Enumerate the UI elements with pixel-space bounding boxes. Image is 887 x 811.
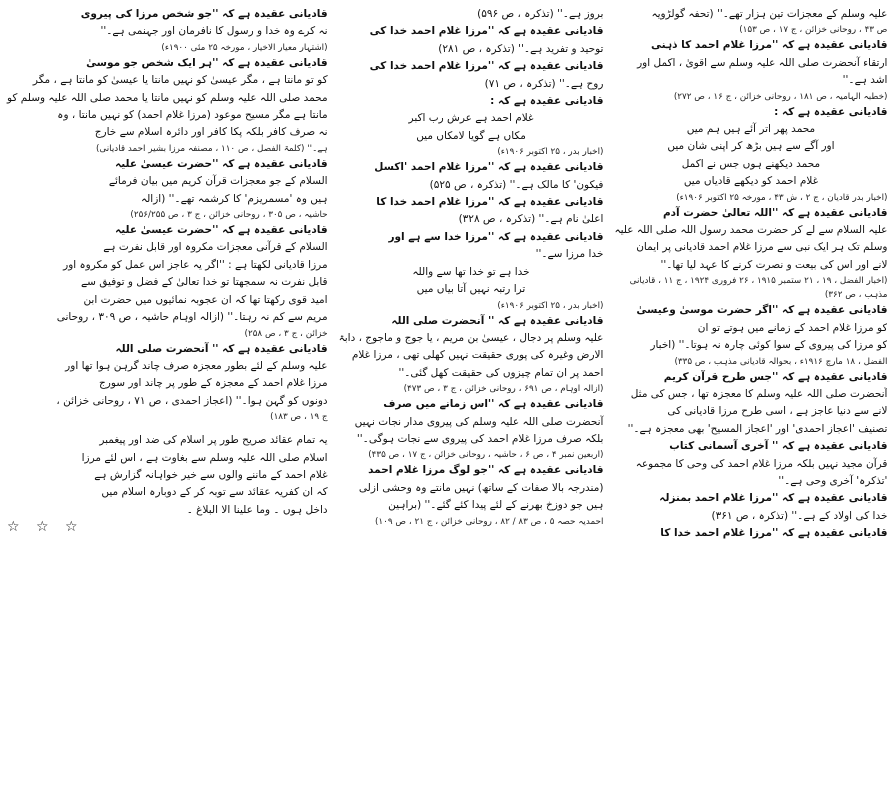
- text-line: قرآن مجید نہیں بلکہ مرزا غلام احمد کی وحی کا مجموعہ: [635, 457, 887, 470]
- text-line: قادیانی عقیدہ ہے کہ ''مرزا غلام احمد خدا کا: [660, 527, 887, 540]
- text-line: علیہ وسلم کے لئے بطور معجزہ صرف چاند گرہن ہوا تھا اور: [65, 359, 328, 372]
- text-line: کو مرزا غلام احمد کے زمانے میں ہوتے تو ان: [697, 321, 887, 334]
- text-line: بروز ہے۔'' (تذکرہ ، ص ۵۹۶): [477, 8, 604, 20]
- text-line: کو مرزا کی پیروی کے سوا کوئی چارہ نہ ہوتا۔'' (اخبار: [650, 339, 887, 352]
- verse-line: خدا ہے تو خدا تھا سے واللہ: [412, 265, 530, 278]
- reference-line: (اربعین نمبر ۴ ، ص ۶ ، حاشیہ ، روحانی خزائن ، ج ۱۷ ، ص ۴۳۵): [368, 450, 604, 461]
- text-line: نہ کرے وہ خدا و رسول کا نافرمان اور جہنمی ہے۔'': [100, 25, 328, 38]
- verse-line: مکاں ہے گویا لامکاں میں: [416, 129, 526, 142]
- text-line: یہ تمام عقائد صریح طور پر اسلام کی ضد اور پیغمبر: [99, 434, 328, 447]
- text-line: خدا کی اولاد کے ہے۔'' (تذکرہ ، ص ۳۶۱): [711, 509, 887, 522]
- reference-line: (اشتہار معیار الاخیار ، مورخہ ۲۵ مئی ۱۹۰۰ء): [161, 42, 328, 53]
- verse-line: محمد پھر اتر آئے ہیں ہم میں: [686, 123, 816, 136]
- text-line: قادیانی عقیدہ ہے کہ '' آخری آسمانی کتاب: [669, 440, 887, 453]
- reference-line: ہے۔'' (کلمۃ الفصل ، ص ۱۱۰ ، مصنفہ مرزا بشیر احمد قادیانی): [95, 143, 328, 154]
- text-line: روح ہے۔'' (تذکرہ ، ص ۷۱): [484, 77, 604, 90]
- column-left: [6, 6, 328, 805]
- text-line: 'تذکرہ' آخری وحی ہے۔'': [778, 474, 887, 487]
- text-line: قابل نفرت نہ سمجھتا تو خدا تعالیٰ کے فضل و توفیق سے: [80, 276, 328, 289]
- text-line: قادیانی عقیدہ ہے کہ ''جس طرح قرآن کریم: [663, 370, 887, 383]
- reference-line: (ازالہ اوہام ، ص ۶۹۱ ، روحانی خزائن ، ج ۳ ، ص ۴۷۳): [403, 384, 604, 395]
- text-line: قادیانی عقیدہ ہے کہ ''مرزا غلام احمد خدا کا: [376, 196, 604, 209]
- reference-line: ج ۱۹ ، ص ۱۸۳): [270, 412, 328, 423]
- text-line: کہ ان کفریہ عقائد سے توبہ کر کے دوبارہ اسلام میں: [101, 486, 328, 499]
- text-line: قادیانی عقیدہ ہے کہ ''مرزا غلام احمد کا ذہنی: [651, 39, 887, 52]
- text-line: قادیانی عقیدہ ہے کہ '' آنحضرت صلی اللہ: [115, 342, 328, 355]
- verse-line: محمد دیکھنے ہوں جس نے اکمل: [681, 157, 821, 170]
- text-line: ہیں وہ 'مسمریزم' کا کرشمہ تھے۔'' (ازالہ: [140, 192, 328, 205]
- text-line: قادیانی عقیدہ ہے کہ ''اگر حضرت موسیٰ وعیسیٰ: [636, 304, 887, 317]
- verse-line: غلام احمد ہے عرش رب اکبر: [408, 112, 534, 125]
- end-mark: ☆ ☆ ☆: [7, 519, 84, 536]
- text-line: قادیانی عقیدہ ہے کہ :: [490, 95, 604, 108]
- text-line: قادیانی عقیدہ ہے کہ ''مرزا غلام احمد خدا کی: [369, 25, 604, 38]
- reference-line: (خطبہ الہامیہ ، ص ۱۸۱ ، روحانی خزائن ، ج ۱۶ ، ص ۲۷۲): [673, 91, 887, 102]
- text-line: آنحضرت صلی اللہ علیہ وسلم کی پیروی مدار نجات نہیں: [354, 415, 604, 428]
- verse-line: اور آگے سے ہیں بڑھ کر اپنی شان میں: [667, 140, 835, 153]
- text-line: قادیانی عقیدہ ہے کہ ''مرزا خدا سے ہے اور: [388, 230, 604, 243]
- verse-line: غلام احمد کو دیکھے قادیاں میں: [683, 175, 819, 188]
- text-line: قادیانی عقیدہ ہے کہ ''حضرت عیسیٰ علیہ: [115, 157, 328, 170]
- text-line: اعلیٰ نام ہے۔'' (تذکرہ ، ص ۳۲۸): [458, 213, 604, 226]
- text-line: قادیانی عقیدہ ہے کہ ''مرزا غلام احمد 'اکسل: [374, 161, 604, 174]
- text-line: علیہ وسلم پر دجال ، عیسیٰ بن مریم ، یا جوج و ماجوج ، دابۃ: [338, 331, 604, 344]
- text-line: امید قوی رکھتا تھا کہ ان عجوبہ نمائیوں میں حضرت ابن: [83, 293, 328, 306]
- text-line: ہیں جو دوزخ بھرنے کے لئے پیدا کئے گئے۔'' (براہین: [388, 499, 604, 512]
- column-middle: [338, 6, 604, 805]
- text-line: بلکہ صرف مرزا غلام احمد کی پیروی سے نجات ہوگی۔'': [356, 432, 604, 445]
- text-line: قادیانی عقیدہ ہے کہ ''ہر ایک شخص جو موسیٰ: [86, 56, 328, 69]
- text-line: قادیانی عقیدہ ہے کہ '' آنحضرت صلی اللہ: [391, 314, 604, 327]
- text-line: قادیانی عقیدہ ہے کہ ''مرزا غلام احمد خدا کی: [369, 60, 604, 73]
- reference-line: الفضل ، ۱۸ مارچ ۱۹۱۶ء ، بحوالہ قادیانی مذہب ، ص ۳۳۵): [674, 356, 887, 367]
- text-line: غلام احمد کے ماننے والوں سے خیر خواہانہ گزارش ہے: [94, 468, 328, 481]
- reference-line: (اخبار الفضل ، ۱۹ ، ۲۱ ستمبر ۱۹۱۵ ، ۲۶ فروری ۱۹۲۴ ، ج ۱۱ ، قادیانی: [629, 276, 887, 287]
- text-line: (مندرجہ بالا صفات کے ساتھ) نہیں مانتے وہ وحشی ازلی: [358, 481, 604, 494]
- text-line: قادیانی عقیدہ ہے کہ ''حضرت عیسیٰ علیہ: [115, 224, 328, 237]
- verse-line: ترا رتبہ نہیں آتا بیاں میں: [416, 283, 526, 296]
- text-line: الارض وغیرہ کی پوری حقیقت نہیں کھلی تھی ، مرزا غلام: [351, 349, 604, 362]
- text-line: اشد ہے۔'': [842, 74, 887, 87]
- text-line: مرزا قادیانی لکھتا ہے : ''اگر یہ عاجز اس عمل کو مکروہ اور: [63, 258, 328, 271]
- text-line: السلام کے قرآنی معجزات مکروہ اور قابل نفرت ہے: [103, 241, 328, 254]
- text-line: قادیانی عقیدہ ہے کہ ''اللہ تعالیٰ حضرت آدم: [662, 206, 887, 219]
- reference-line: احمدیہ حصہ ۵ ، ص ۸۳ / ۸۲ ، روحانی خزائن ، ج ۲۱ ، ص ۱۰۹): [374, 516, 604, 527]
- text-line: علیہ وسلم کے معجزات تین ہزار تھے۔'' (تحفہ گولڑویہ: [651, 8, 887, 20]
- text-line: لانے سے دنیا عاجز ہے ، اسی طرح مرزا قادیانی کی: [667, 405, 887, 418]
- text-line: قادیانی عقیدہ ہے کہ ''جو شخص مرزا کی پیروی: [80, 8, 328, 20]
- text-line: قادیانی عقیدہ ہے کہ ''مرزا غلام احمد بمنزلہ: [659, 492, 887, 505]
- text-line: [7, 424, 328, 432]
- text-line: فیکون' کا مالک ہے۔'' (تذکرہ ، ص ۵۲۵): [429, 178, 604, 191]
- reference-line: (اخبار بدر ، ۲۵ اکتوبر ۱۹۰۶ء): [497, 300, 604, 311]
- text-line: کو تو مانتا ہے ، مگر عیسیٰ کو نہیں مانتا یا عیسیٰ کو مانتا ہے ، مگر: [32, 74, 328, 87]
- reference-line: ص ۴۳ ، روحانی خزائن ، ج ۱۷ ، ص ۱۵۳): [739, 25, 887, 36]
- text-line: ارتقاء آنحضرت صلی اللہ علیہ وسلم سے اقویٰ ، اکمل اور: [637, 56, 887, 69]
- text-line: السلام کے جو معجزات قرآن کریم میں بیان فرمائے: [108, 175, 328, 188]
- text-line: دونوں کو گہن ہوا۔'' (اعجاز احمدی ، ص ۷۱ ، روحانی خزائن ،: [56, 394, 328, 407]
- text-line: قادیانی عقیدہ ہے کہ :: [774, 105, 887, 118]
- reference-line: مذہب ، ص ۳۶۲): [824, 290, 887, 301]
- reference-line: (اخبار بدر ، ۲۵ اکتوبر ۱۹۰۶ء): [497, 147, 604, 158]
- text-line: آنحضرت صلی اللہ علیہ وسلم کا معجزہ تھا ، جس کی مثل: [630, 387, 887, 400]
- reference-line: خزائن ، ج ۳ ، ص ۲۵۸): [244, 328, 328, 339]
- text-line: مریم سے کم نہ رہتا۔'' (ازالہ اوہام حاشیہ ، ص ۳۰۹ ، روحانی: [56, 311, 328, 324]
- text-line: محمد صلی اللہ علیہ وسلم کو نہیں مانتا یا محمد صلی اللہ علیہ وسلم کو: [7, 91, 328, 104]
- reference-line: (اخبار بدر قادیان ، ج ۲ ، ش ۴۳ ، مورخہ ۲۵ اکتوبر ۱۹۰۶ء): [676, 192, 887, 203]
- text-line: قادیانی عقیدہ ہے کہ ''جو لوگ مرزا غلام احمد: [368, 464, 604, 477]
- document-page: [6, 6, 887, 805]
- text-line: تصنیف 'اعجاز احمدی' اور 'اعجاز المسیح' بھی معجزہ ہے۔'': [627, 422, 887, 435]
- text-line: احمد پر ان تمام چیزوں کی حقیقت کھل گئی۔'': [398, 366, 604, 379]
- text-line: خدا مرزا سے۔'': [535, 248, 604, 261]
- column-right: [613, 6, 887, 805]
- text-line: اسلام صلی اللہ علیہ وسلم سے بغاوت ہے ، اس لئے مرزا: [81, 451, 328, 464]
- text-line: مانتا ہے مگر مسیح موعود (مرزا غلام احمد) کو نہیں مانتا ، وہ: [57, 109, 328, 122]
- text-line: علیہ السلام سے لے کر حضرت محمد رسول اللہ صلی اللہ علیہ: [614, 224, 887, 237]
- text-line: نہ صرف کافر بلکہ پکا کافر اور دائرہ اسلام سے خارج: [94, 126, 328, 139]
- text-line: لانے اور اس کی بیعت و نصرت کرنے کا عہد لیا تھا۔'': [660, 258, 887, 271]
- text-line: مرزا غلام احمد کے معجزہ کے طور پر چاند اور سورج: [99, 377, 328, 390]
- text-line: توحید و تفرید ہے۔'' (تذکرہ ، ص ۲۸۱): [438, 42, 604, 55]
- reference-line: حاشیہ ، ص ۳۰۵ ، روحانی خزائن ، ج ۳ ، ص ۲۵۶/۲۵۵): [130, 210, 328, 221]
- text-line: قادیانی عقیدہ ہے کہ ''اس زمانے میں صرف: [383, 398, 604, 411]
- text-line: داخل ہوں ۔ وما علینا الا البلاغ ۔: [186, 503, 328, 516]
- text-line: وسلم تک ہر ایک نبی سے مرزا غلام احمد قادیانی پر ایمان: [636, 241, 887, 254]
